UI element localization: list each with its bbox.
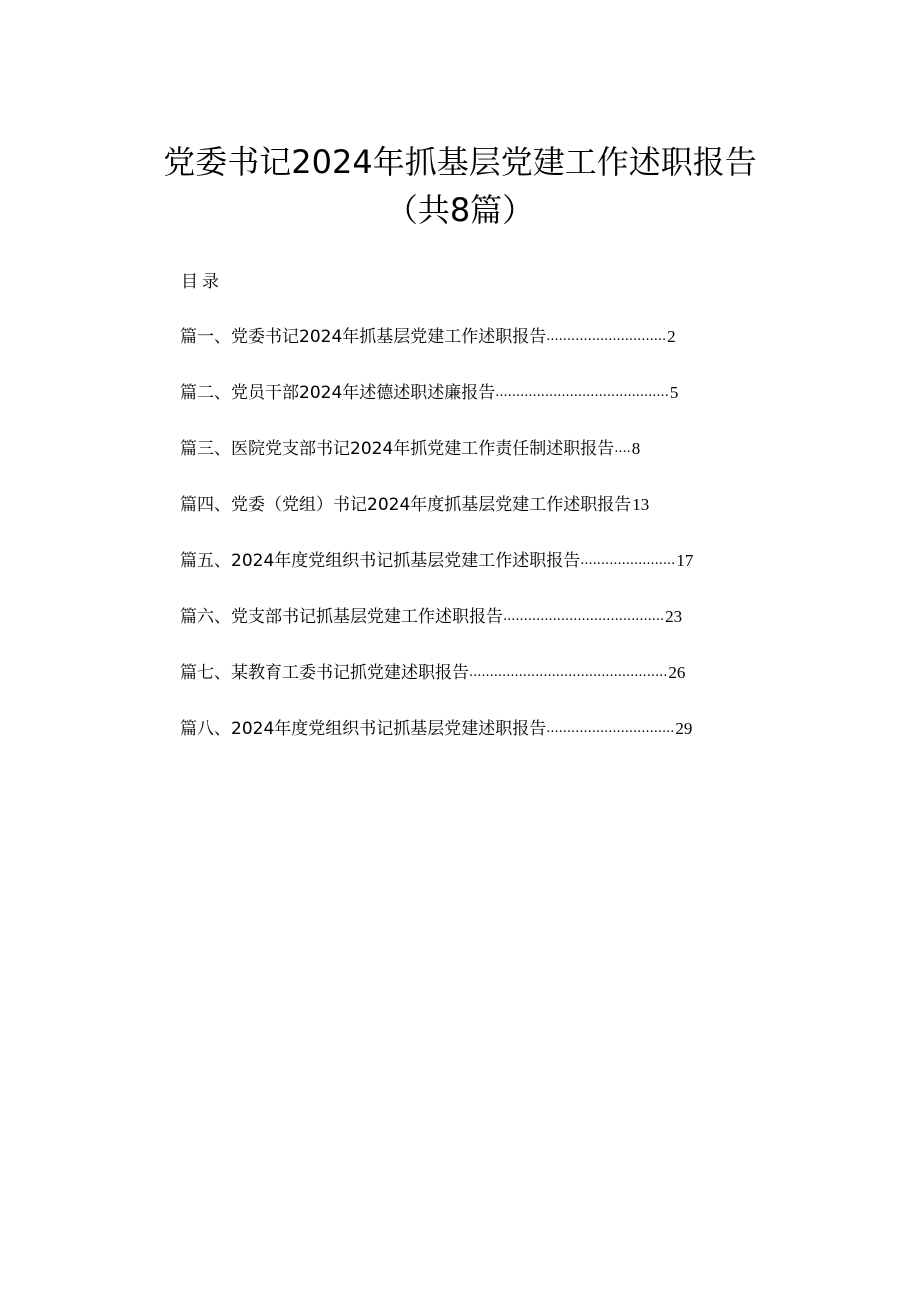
toc-item[interactable] [180,322,676,352]
toc-item-leader: ............................... [546,721,675,736]
toc-item-leader: ....................................... [503,609,665,624]
toc-item-page: 26 [668,663,686,682]
toc-item-leader: .... [614,441,631,456]
toc-item-page: 23 [665,607,683,626]
toc-item[interactable] [180,434,640,464]
toc-item-title: 篇七、某教育工委书记抓党建述职报告 [180,663,469,683]
toc-item-page: 17 [676,551,694,570]
toc-item-leader: ................................................ [469,665,668,680]
toc-heading: 目录 [181,272,223,292]
toc-item-page: 2 [667,327,676,346]
toc-item-leader: .......................................... [495,385,669,400]
toc-item[interactable] [180,378,678,408]
toc-item-title: 篇四、党委（党组）书记2024年度抓基层党建工作述职报告 [180,495,632,515]
toc-item-leader: ............................. [546,329,667,344]
toc-item-leader: ....................... [580,553,676,568]
toc-item-title: 篇一、党委书记2024年抓基层党建工作述职报告 [180,327,547,347]
toc-item[interactable] [180,658,685,688]
toc-item-page: 5 [669,383,679,402]
toc-item-page: 8 [631,439,641,458]
toc-item-title: 篇八、2024年度党组织书记抓基层党建述职报告 [180,719,547,739]
toc-item-page: 29 [675,719,693,738]
toc-item-page: 13 [632,495,650,514]
toc-item-title: 篇五、2024年度党组织书记抓基层党建工作述职报告 [180,551,581,571]
document-title: 党委书记2024年抓基层党建工作述职报告 [163,143,757,181]
document-subtitle: （共8篇） [385,191,535,229]
toc-item-title: 篇二、党员干部2024年述德述职述廉报告 [180,383,496,403]
toc-item[interactable] [180,602,682,632]
toc-item-title: 篇六、党支部书记抓基层党建工作述职报告 [180,607,503,627]
toc-item[interactable] [180,546,693,576]
toc-item[interactable] [180,490,649,520]
toc-item[interactable] [180,714,692,744]
toc-item-title: 篇三、医院党支部书记2024年抓党建工作责任制述职报告 [180,439,615,459]
